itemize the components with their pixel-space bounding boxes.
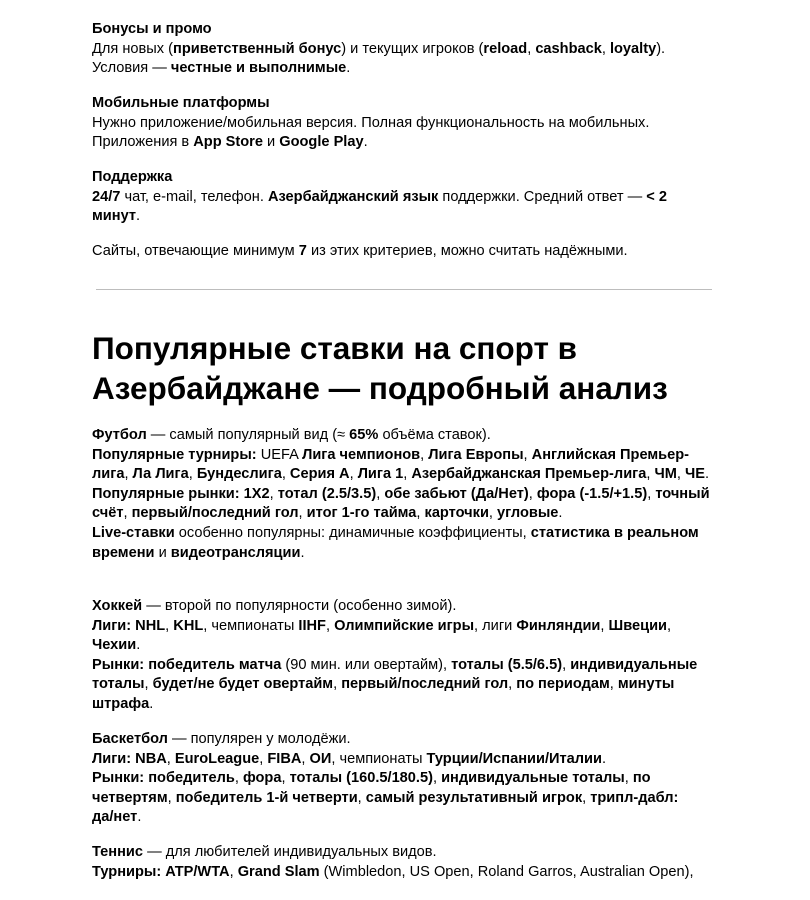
- mobile-text: Нужно приложение/мобильная версия. Полная функциональность на мобильных. Приложения в App Store и Google Play.: [92, 114, 650, 151]
- hockey-intro: Хоккей — второй по популярности (особенно зимой).: [92, 598, 457, 614]
- bonuses-section: [92, 20, 722, 79]
- football-markets: Популярные рынки: 1X2, тотал (2.5/3.5), обе забьют (Да/Нет), фора (-1.5/+1.5), точный счёт, первый/последний гол, итог 1-го тайма, карточки, угловые.: [92, 485, 710, 522]
- bonuses-title: Бонусы и промо: [92, 21, 212, 37]
- section-divider: [96, 289, 712, 290]
- basketball-markets: Рынки: победитель, фора, тоталы (160.5/180.5), индивидуальные тоталы, по четвертям, победитель 1-й четверти, самый результативный игрок, трипл-дабл: да/нет.: [92, 770, 679, 826]
- tennis-intro: Теннис — для любителей индивидуальных видов.: [92, 844, 437, 860]
- hockey-section: [92, 597, 717, 715]
- support-text: 24/7 чат, e-mail, телефон. Азербайджанский язык поддержки. Средний ответ — < 2 минут.: [92, 188, 667, 225]
- football-intro: Футбол — самый популярный вид (≈ 65% объёма ставок).: [92, 427, 491, 443]
- football-live: Live-ставки особенно популярны: динамичные коэффициенты, статистика в реальном времени и видеотрансляции.: [92, 524, 699, 561]
- basketball-intro: Баскетбол — популярен у молодёжи.: [92, 731, 351, 747]
- criteria-text: Сайты, отвечающие минимум 7 из этих критериев, можно считать надёжными.: [92, 243, 628, 259]
- basketball-leagues: Лиги: NBA, EuroLeague, FIBA, ОИ, чемпионаты Турции/Испании/Италии.: [92, 750, 607, 767]
- tennis-section: [92, 843, 752, 882]
- football-section: [92, 426, 717, 563]
- football-tournaments: Популярные турниры: UEFA Лига чемпионов, Лига Европы, Английская Премьер-лига, Ла Лига, Бундеслига, Серия А, Лига 1, Азербайджанская Премьер-лига, ЧМ, ЧЕ.: [92, 446, 710, 483]
- criteria-section: [92, 242, 722, 262]
- tennis-tournaments: Турниры: ATP/WTA, Grand Slam (Wimbledon, US Open, Roland Garros, Australian Open),: [92, 863, 694, 880]
- section-heading: Популярные ставки на спорт в Азербайджане — подробный анализ: [92, 330, 668, 406]
- mobile-section: [92, 94, 722, 153]
- support-section: [92, 168, 692, 227]
- basketball-section: [92, 730, 697, 828]
- support-title: Поддержка: [92, 169, 173, 185]
- mobile-title: Мобильные платформы: [92, 95, 270, 111]
- hockey-markets: Рынки: победитель матча (90 мин. или овертайм), тоталы (5.5/6.5), индивидуальные тоталы, будет/не будет овертайм, первый/последний гол, по периодам, минуты штрафа.: [92, 656, 698, 712]
- hockey-leagues: Лиги: NHL, KHL, чемпионаты IIHF, Олимпийские игры, лиги Финляндии, Швеции, Чехии.: [92, 617, 672, 654]
- bonuses-text: Для новых (приветственный бонус) и текущих игроков (reload, cashback, loyalty). Условия — честные и выполнимые.: [92, 40, 666, 77]
